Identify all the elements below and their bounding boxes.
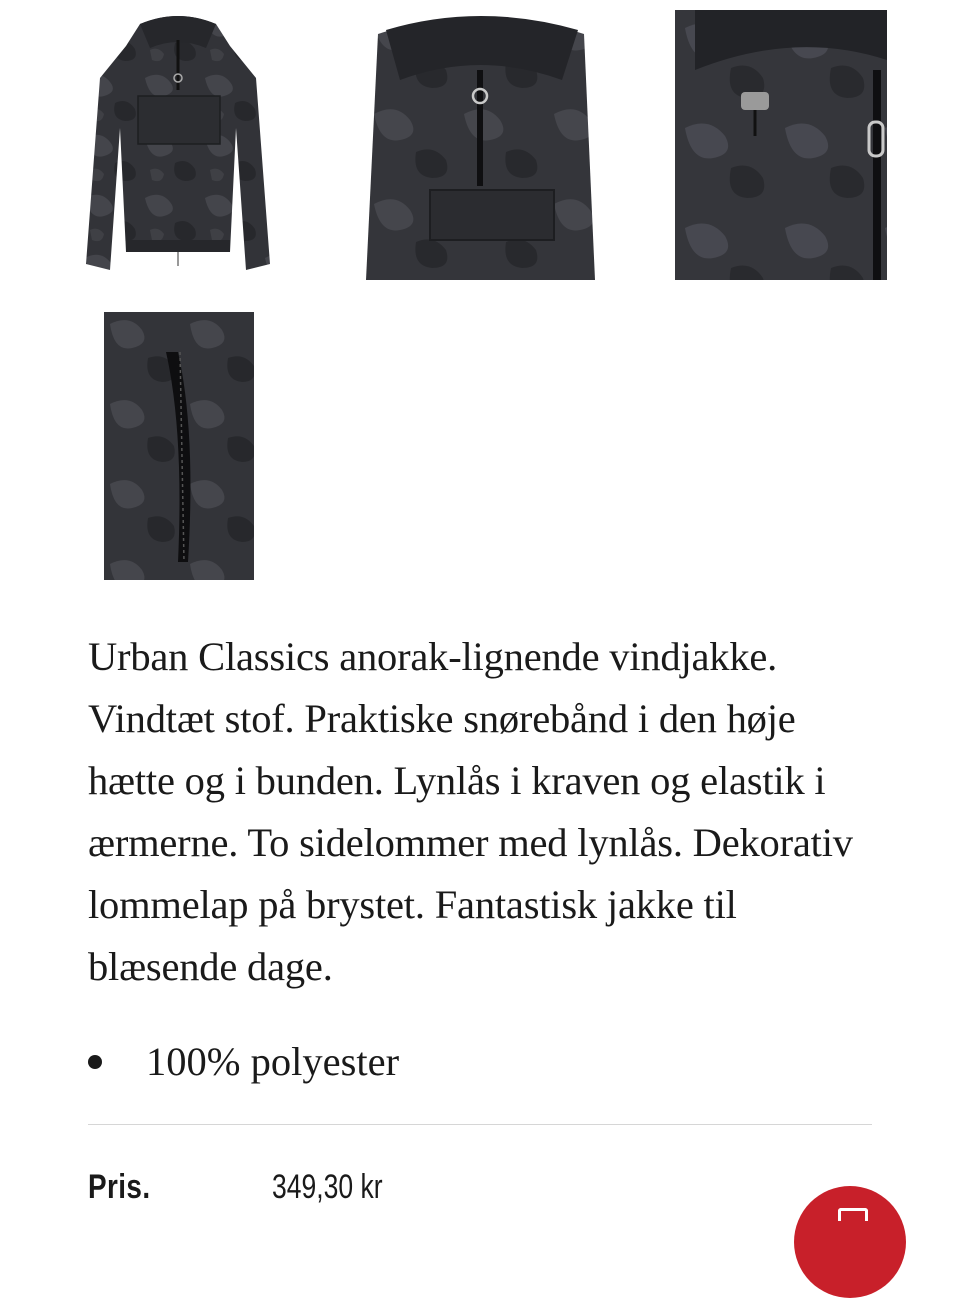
price-value: 349,30 kr [272,1168,383,1206]
gallery-image-zipper[interactable] [675,10,887,280]
price-label: Pris. [88,1168,151,1206]
anorak-zipper-image [675,10,887,280]
anorak-collar-image [366,10,595,280]
product-description: Urban Classics anorak-lignende vindjakke. Vindtæt stof. Praktiske snørebånd i den høje hætte og i bunden. Lynlås i kraven og elastik i ærmerne. To sidelommer med lynlås. Dekorativ lommelap på brystet. Fantastisk jakke til blæsende dage. [88,634,853,989]
chat-icon [838,1208,868,1221]
gallery-image-front[interactable] [80,8,276,280]
anorak-front-image [80,8,276,280]
anorak-pocket-image [104,312,254,580]
divider [88,1124,872,1125]
list-item [88,1034,399,1090]
feature-list [88,1034,399,1090]
gallery-image-collar[interactable] [366,10,595,280]
gallery-image-pocket[interactable] [104,312,254,580]
bullet-icon [88,1055,102,1069]
feature-text: 100% polyester [146,1039,400,1084]
chat-button[interactable] [794,1186,906,1298]
